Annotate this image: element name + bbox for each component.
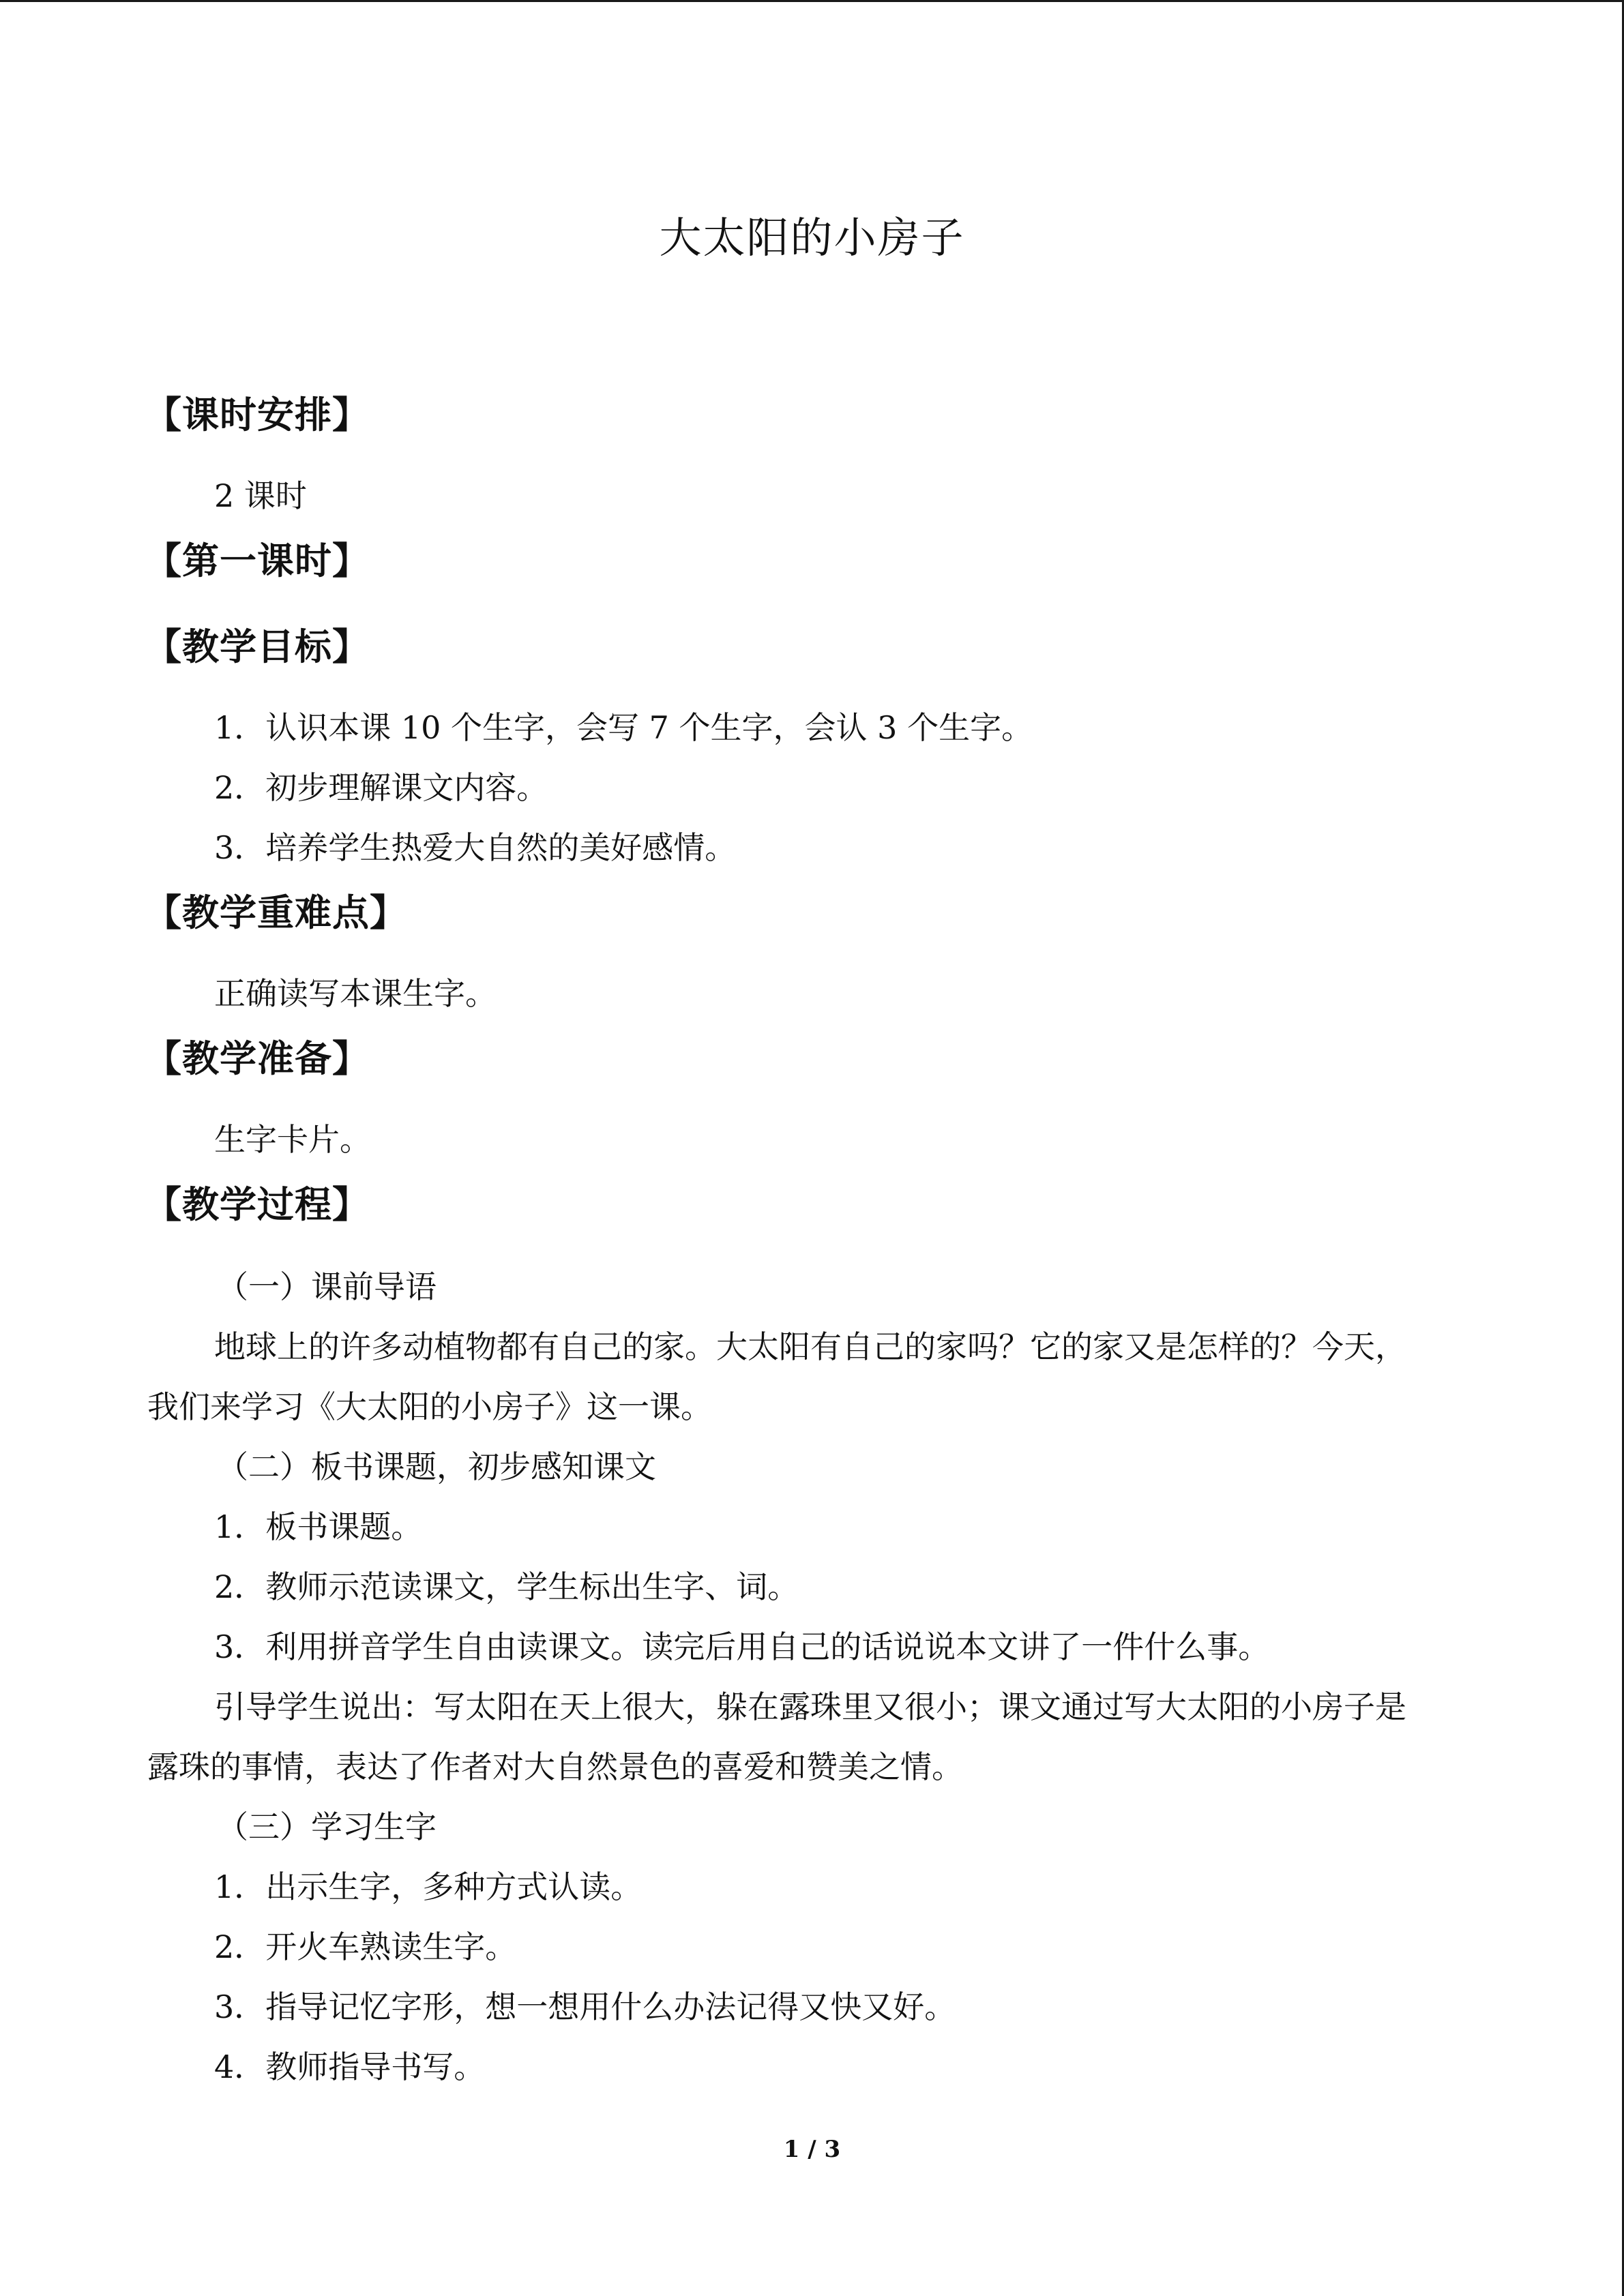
process-part3-item: 3．指导记忆字形，想一想用什么办法记得又快又好。	[214, 1988, 956, 2025]
heading-key-points: 【教学重难点】	[145, 891, 407, 934]
heading-preparation: 【教学准备】	[145, 1037, 370, 1080]
heading-process: 【教学过程】	[145, 1182, 370, 1226]
heading-objectives: 【教学目标】	[145, 625, 370, 668]
process-part3-item: 2．开火车熟读生字。	[214, 1928, 517, 1965]
process-part3-item: 4．教师指导书写。	[214, 2048, 486, 2085]
preparation-text: 生字卡片。	[214, 1121, 371, 1158]
process-part1-paragraph-line: 我们来学习《大太阳的小房子》这一课。	[147, 1388, 712, 1425]
page-number: 1 / 3	[783, 2136, 841, 2163]
page-border-top	[0, 0, 1624, 2]
process-part3-title: （三）学习生字	[217, 1808, 437, 1845]
heading-schedule: 【课时安排】	[145, 393, 370, 436]
objective-item: 3．培养学生热爱大自然的美好感情。	[214, 829, 737, 866]
process-part2-item: 1．板书课题。	[214, 1508, 423, 1545]
objective-item: 2．初步理解课文内容。	[214, 769, 548, 806]
document-title: 大太阳的小房子	[659, 213, 965, 263]
process-part2-paragraph-line: 引导学生说出：写太阳在天上很大，躲在露珠里又很小；课文通过写大太阳的小房子是	[214, 1688, 1406, 1725]
process-part1-paragraph-line: 地球上的许多动植物都有自己的家。大太阳有自己的家吗？它的家又是怎样的？今天，	[214, 1328, 1406, 1365]
process-part1-title: （一）课前导语	[217, 1268, 437, 1305]
process-part2-paragraph-line: 露珠的事情，表达了作者对大自然景色的喜爱和赞美之情。	[147, 1748, 963, 1785]
objective-item: 1．认识本课 10 个生字，会写 7 个生字，会认 3 个生字。	[214, 709, 1033, 746]
schedule-text: 2 课时	[214, 477, 307, 514]
key-points-text: 正确读写本课生字。	[214, 975, 497, 1012]
process-part3-item: 1．出示生字，多种方式认读。	[214, 1868, 643, 1905]
process-part2-item: 2．教师示范读课文，学生标出生字、词。	[214, 1568, 799, 1605]
heading-first-lesson: 【第一课时】	[145, 539, 370, 582]
process-part2-title: （二）板书课题，初步感知课文	[217, 1448, 656, 1485]
process-part2-item: 3．利用拼音学生自由读课文。读完后用自己的话说说本文讲了一件什么事。	[214, 1628, 1270, 1665]
